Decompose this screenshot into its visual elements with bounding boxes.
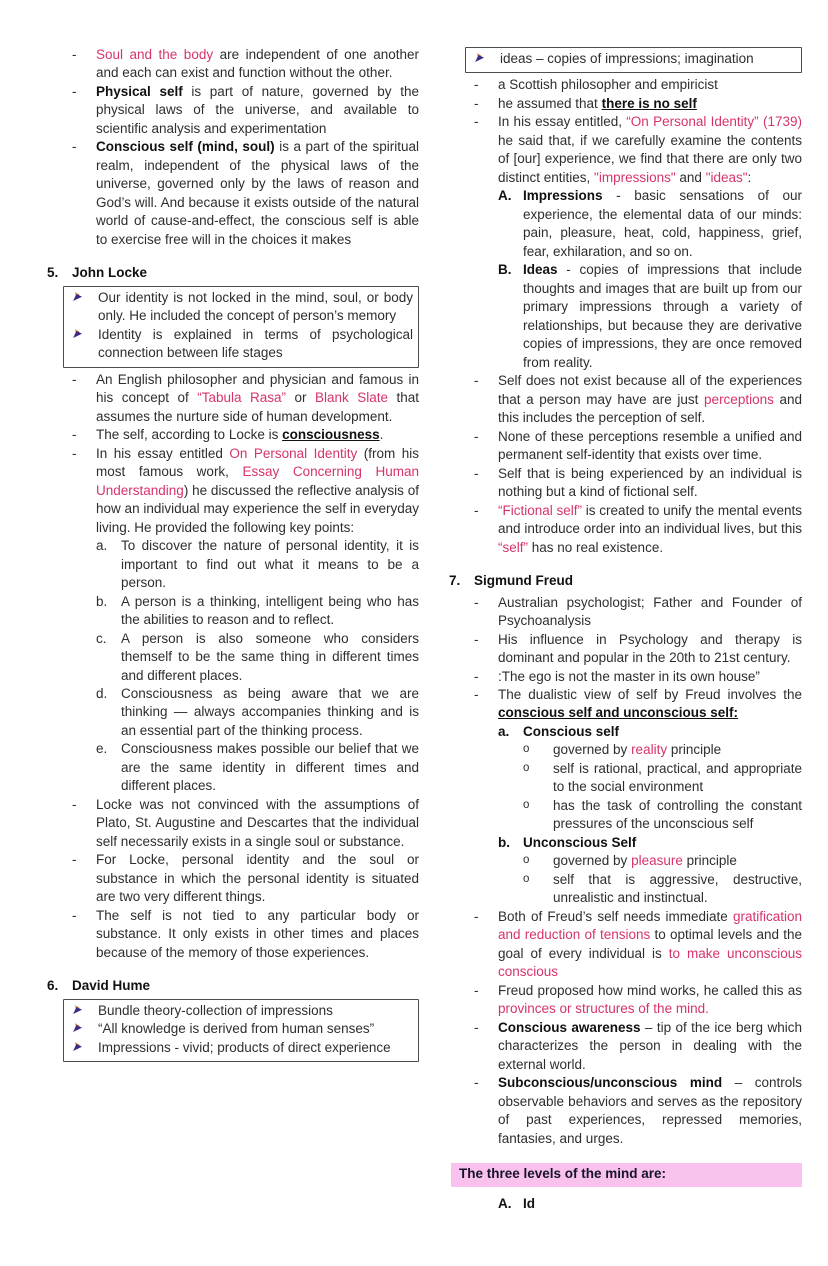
list-item-text (98, 289, 413, 326)
text-segment: Self that is being experienced by an individual is nothing but a kind of fictional self. (498, 465, 802, 500)
list-item-text (96, 445, 419, 537)
text-segment: In his essay entitled (96, 445, 230, 461)
list-item-text (498, 668, 802, 686)
letter-marker: a. (96, 538, 108, 554)
text-segment: Consciousness as being aware that we are thinking — always accompanies thinking and is an essential part of the thinking process. (121, 685, 419, 738)
text-segment: perceptions (704, 391, 774, 407)
list-item (474, 982, 802, 1019)
list-item (96, 740, 419, 795)
text-segment: self that is aggressive, destructive, unrealistic and instinctual. (553, 871, 802, 906)
dash-bullet: - (474, 594, 479, 610)
text-segment: Locke was not convinced with the assumptions of Plato, St. Augustine and Descartes that the individual self necessarily exists in a single soul or substance. (96, 796, 419, 849)
list-item-text (121, 685, 419, 740)
list-item (72, 371, 419, 426)
list-item-text (498, 465, 802, 502)
dash-bullet: - (474, 428, 479, 444)
list-item-text (96, 138, 419, 249)
text-segment: The dualistic view of self by Freud involves the (498, 686, 802, 702)
text-segment: is created to unify the mental events and introduce order into an individual lives, but this (498, 502, 802, 537)
text-segment: is part of nature, governed by the physical laws of the universe, and available to scientific analysis and experimentation (96, 83, 419, 136)
text-segment: has no real existence. (528, 539, 664, 555)
list-item-text (98, 326, 413, 363)
list-item-text (500, 50, 796, 68)
text-segment: Impressions - vivid; products of direct experience (98, 1039, 391, 1055)
text-segment: "impressions" (594, 169, 676, 185)
text-segment: Both of Freud’s self needs immediate (498, 908, 733, 924)
text-segment: In his essay entitled, (498, 114, 627, 130)
dash-bullet: - (72, 139, 77, 155)
list-item-text (96, 851, 419, 906)
list-item (523, 852, 802, 870)
dash-bullet: - (474, 1075, 479, 1091)
letter-marker: e. (96, 741, 108, 757)
list-item (72, 1002, 413, 1020)
text-segment: Blank Slate (314, 390, 388, 406)
text-segment: to optimal levels and the goal of every individual is (498, 927, 802, 961)
list-item-text (121, 593, 419, 630)
text-segment: he said that, if we carefully examine the contents of [our] experience, we find that there are only two distinct entities, (498, 132, 802, 185)
dash-bullet: - (474, 668, 479, 684)
dash-bullet: - (72, 83, 77, 99)
list-item-text (498, 594, 802, 631)
text-segment: Identity is explained in terms of psychological connection between life stages (98, 326, 413, 361)
list-item-text (498, 1074, 802, 1148)
text-segment: The self, according to Locke is (96, 427, 283, 443)
dash-bullet: - (474, 465, 479, 481)
text-segment: “On Personal Identity” (1739) (626, 114, 802, 130)
circle-bullet: o (523, 743, 530, 756)
text-segment: - basic sensations of our experience, the elemental data of our minds: pain, pleasure, heat, cold, happiness, grief, fear, exhilaration, and so on. (523, 188, 802, 259)
list-item-text (98, 1002, 413, 1020)
arrow-bullet-icon (72, 326, 98, 339)
text-segment: Subconscious/unconscious mind (498, 1075, 723, 1091)
dash-bullet: - (474, 95, 479, 111)
dash-bullet: - (474, 373, 479, 389)
text-segment: For Locke, personal identity and the soul or substance in which the personal identity is situated are two very different things. (96, 852, 419, 905)
list-item-text (96, 83, 419, 138)
text-segment: His influence in Psychology and therapy is dominant and popular in the 20th to 21st century. (498, 631, 802, 666)
text-segment: :The ego is not the master in its own house” (498, 668, 760, 684)
list-item (474, 686, 802, 723)
text-segment: On Personal Identity (229, 445, 358, 461)
heading-number: 7. (449, 573, 461, 589)
list-item (498, 261, 802, 372)
text-segment: Conscious awareness (498, 1019, 641, 1035)
text-segment: . (379, 427, 384, 443)
section-title: Sigmund Freud (474, 573, 573, 589)
heading-number: 5. (47, 265, 59, 281)
list-item (474, 908, 802, 982)
list-item-text (98, 1020, 413, 1038)
list-item (474, 428, 802, 465)
letter-marker: c. (96, 630, 107, 646)
list-item (474, 50, 796, 68)
text-segment: pleasure (631, 853, 683, 869)
list-item-text (121, 537, 419, 592)
list-item-text (498, 76, 802, 94)
text-segment: provinces or structures of the mind. (498, 1001, 709, 1017)
list-item-text (98, 1039, 413, 1057)
list-item-text (498, 502, 802, 557)
list-item (72, 1039, 413, 1057)
left-column (47, 46, 419, 1213)
section-title: John Locke (72, 265, 148, 281)
dash-bullet: - (474, 1019, 479, 1035)
list-item-text (523, 261, 802, 372)
list-item (72, 445, 419, 537)
list-item (96, 630, 419, 685)
text-segment: there is no self (601, 95, 697, 111)
list-item-text (523, 723, 802, 741)
text-segment: Impressions (523, 188, 603, 204)
list-item-text (498, 982, 802, 1019)
text-segment: Conscious self (523, 723, 620, 739)
list-item-text (523, 1195, 802, 1213)
arrow-bullet-icon (72, 1002, 98, 1015)
list-item (474, 631, 802, 668)
spacer (47, 249, 419, 264)
text-segment: “All knowledge is derived from human senses” (98, 1021, 375, 1037)
text-segment: (from his most famous work, (96, 445, 419, 480)
callout-box (63, 999, 419, 1062)
text-segment: and this includes the perception of self. (498, 391, 803, 426)
spacer (47, 962, 419, 977)
text-segment: governed by (553, 853, 632, 869)
list-item (72, 796, 419, 851)
list-item (474, 95, 802, 113)
text-segment: or (286, 390, 315, 406)
text-segment: “self” (498, 539, 528, 555)
circle-bullet: o (523, 798, 530, 811)
dash-bullet: - (72, 427, 77, 443)
text-segment: Id (523, 1195, 535, 1211)
list-item (72, 1020, 413, 1038)
text-segment: a Scottish philosopher and empiricist (498, 77, 718, 93)
letter-marker: A. (498, 1195, 512, 1211)
list-item-text (96, 796, 419, 851)
spacer (449, 557, 802, 572)
text-segment: The three levels of the mind are: (459, 1166, 667, 1182)
text-segment: – controls observable behaviors and serves as the repository of past experiences, repressed memories, fantasies, and urges. (498, 1075, 802, 1146)
list-item (474, 1019, 802, 1074)
list-item (498, 723, 802, 741)
circle-bullet: o (523, 854, 530, 867)
letter-marker: a. (498, 723, 510, 739)
list-item-text (498, 113, 802, 187)
dash-bullet: - (474, 114, 479, 130)
text-segment: has the task of controlling the constant pressures of the unconscious self (553, 797, 802, 832)
list-item (474, 372, 802, 427)
list-item-text (553, 871, 802, 908)
list-item (96, 593, 419, 630)
list-item-text (553, 760, 802, 797)
list-item (474, 668, 802, 686)
text-segment: None of these perceptions resemble a unified and permanent self-identity that exists over time. (498, 428, 802, 463)
list-item-text (96, 907, 419, 962)
text-segment: A person is a thinking, intelligent being who has the abilities to reason and to reflect. (121, 593, 419, 628)
text-segment: are independent of one another and each can exist and function without the other. (96, 47, 419, 81)
list-item-text (498, 686, 802, 723)
text-segment: ) he discussed the reflective analysis of how an individual may experience the self in everyday living. He provided the following key points: (96, 482, 419, 535)
list-item (498, 187, 802, 261)
text-segment: governed by (553, 742, 632, 758)
text-segment: Physical self (96, 83, 183, 99)
section-heading (47, 264, 419, 282)
section-heading (47, 977, 419, 995)
text-segment: Ideas (523, 262, 558, 278)
dash-bullet: - (474, 77, 479, 93)
text-segment: reality (631, 742, 668, 758)
text-segment: “Fictional self” (498, 502, 583, 518)
arrow-bullet-icon (72, 1039, 98, 1052)
list-item-text (121, 630, 419, 685)
list-item (72, 138, 419, 249)
text-segment: self is rational, practical, and appropriate to the social environment (553, 760, 802, 795)
list-item-text (553, 797, 802, 834)
list-item (523, 871, 802, 908)
text-segment: Freud proposed how mind works, he called this as (498, 982, 802, 998)
heading-number: 6. (47, 978, 59, 994)
list-item-text (498, 908, 802, 982)
text-segment: To discover the nature of personal identity, it is important to find out what it means to be a person. (121, 538, 419, 591)
text-segment: – tip of the ice berg which characterizes the person in dealing with the external world. (498, 1019, 802, 1072)
text-segment: Essay Concerning Human Understanding (96, 464, 419, 498)
list-item-text (553, 741, 802, 759)
text-segment: Consciousness makes possible our belief that we are the same identity in different times and different places. (121, 741, 419, 794)
circle-bullet: o (523, 761, 530, 774)
list-item (498, 1195, 802, 1213)
list-item-text (498, 372, 802, 427)
text-segment: Bundle theory-collection of impressions (98, 1002, 333, 1018)
list-item (474, 465, 802, 502)
text-segment: ideas – copies of impressions; imagination (500, 51, 754, 66)
dash-bullet: - (72, 47, 77, 62)
letter-marker: B. (498, 262, 512, 278)
text-segment: Australian psychologist; Father and Founder of Psychoanalysis (498, 594, 802, 629)
list-item (72, 46, 419, 83)
text-segment: principle (667, 742, 722, 758)
text-segment: A person is also someone who considers themself to be the same thing in different times and different places. (121, 630, 419, 683)
text-segment: The self is not tied to any particular body or substance. It only exists in other times and places because of the memory of those experiences. (96, 907, 419, 960)
text-segment: consciousness (282, 427, 380, 443)
list-item (72, 851, 419, 906)
list-item-text (498, 95, 802, 113)
letter-marker: A. (498, 188, 512, 204)
right-column (449, 46, 802, 1213)
text-segment: Unconscious Self (523, 834, 637, 850)
list-item-text (96, 371, 419, 426)
text-segment: and (675, 169, 706, 185)
list-item-text (121, 740, 419, 795)
list-item (72, 326, 413, 363)
list-item (96, 685, 419, 740)
highlighted-heading (451, 1163, 802, 1186)
spacer (449, 1187, 802, 1195)
list-item-text (523, 187, 802, 261)
text-segment: conscious self and unconscious self: (498, 705, 739, 721)
list-item (474, 502, 802, 557)
dash-bullet: - (72, 907, 77, 923)
dash-bullet: - (72, 852, 77, 868)
dash-bullet: - (72, 371, 77, 387)
letter-marker: b. (498, 834, 510, 850)
list-item (72, 83, 419, 138)
dash-bullet: - (72, 445, 77, 461)
list-item (72, 289, 413, 326)
callout-box (465, 47, 802, 73)
list-item-text (498, 428, 802, 465)
list-item-text (96, 46, 419, 83)
dash-bullet: - (474, 982, 479, 998)
dash-bullet: - (474, 502, 479, 518)
dash-bullet: - (72, 796, 77, 812)
arrow-bullet-icon (474, 50, 500, 63)
list-item (72, 907, 419, 962)
list-item (474, 594, 802, 631)
text-segment: gratification and reduction of tensions (498, 908, 802, 943)
text-segment: Our identity is not locked in the mind, soul, or body only. He included the concept of person’s memory (98, 289, 413, 324)
text-segment: - copies of impressions that include thoughts and images that are built up from our primary impressions through a variety of relationships, but because they are derivative copies of impressions, they are once removed from reality. (523, 262, 802, 370)
text-segment: Soul and the body (96, 47, 220, 62)
dash-bullet: - (474, 686, 479, 702)
list-item (72, 426, 419, 444)
list-item-text (553, 852, 802, 870)
text-segment: : (747, 169, 752, 185)
list-item-text (96, 426, 419, 444)
arrow-bullet-icon (72, 1020, 98, 1033)
text-segment: An English philosopher and physician and famous in his concept of (96, 371, 419, 406)
list-item (523, 797, 802, 834)
text-segment: “Tabula Rasa” (197, 390, 286, 406)
arrow-bullet-icon (72, 289, 98, 302)
letter-marker: b. (96, 593, 108, 609)
text-segment: Self does not exist because all of the experiences that a person may have are just (498, 373, 802, 407)
letter-marker: d. (96, 685, 108, 701)
text-segment: to make unconscious conscious (498, 945, 802, 980)
text-segment: that assumes the nurture side of human development. (96, 390, 419, 424)
text-segment: "ideas" (705, 169, 748, 185)
list-item-text (498, 631, 802, 668)
list-item-text (498, 1019, 802, 1074)
list-item (474, 76, 802, 94)
text-segment: is a part of the spiritual realm, independent of the physical laws of the universe, governed only by the laws of reason and God’s will. And because it exists outside of the natural world of cause-and-effect, the conscious self is able to exercise free will in the choices it makes (96, 139, 419, 247)
text-segment: principle (682, 853, 737, 869)
list-item-text (523, 834, 802, 852)
section-title: David Hume (72, 978, 151, 994)
callout-box (63, 286, 419, 368)
dash-bullet: - (474, 631, 479, 647)
text-segment: he assumed that (498, 95, 602, 111)
list-item (523, 741, 802, 759)
list-item (96, 537, 419, 592)
circle-bullet: o (523, 872, 530, 885)
list-item (474, 113, 802, 187)
text-segment: Conscious self (mind, soul) (96, 139, 275, 155)
list-item (498, 834, 802, 852)
list-item (523, 760, 802, 797)
dash-bullet: - (474, 908, 479, 924)
section-heading (449, 572, 802, 590)
spacer (449, 1148, 802, 1163)
list-item (474, 1074, 802, 1148)
